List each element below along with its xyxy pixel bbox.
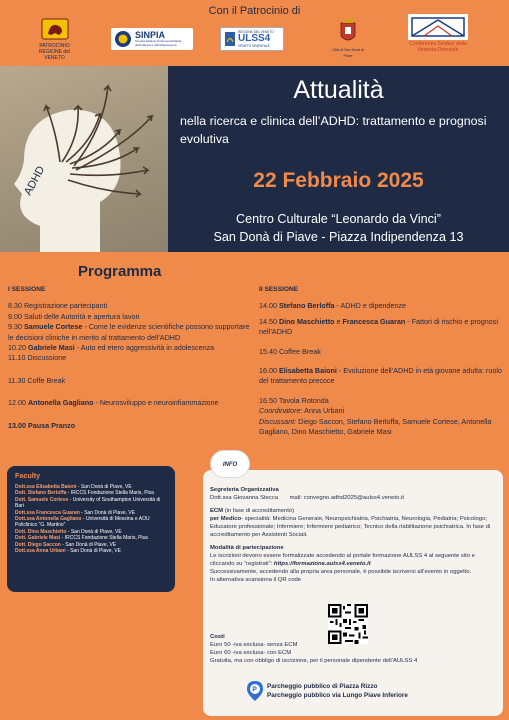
faculty-box [7,466,175,592]
faculty-member: Dott.ssa Antonella Gagliano - Università di Messina e AOU Policlinico “G. Martino” [15,516,150,529]
faculty-member: Dott. Stefano Berloffa - IRCCS Fondazione Stella Maris, Pisa [15,490,154,497]
head-silhouette-icon [0,66,168,252]
svg-text:P: P [252,686,257,694]
program-item: 15.40 Coffee Break [259,346,321,356]
veneto-caption: PATROCINIO REGIONE del VENETO [38,43,71,61]
adhd-image-label: ADHD [22,164,48,198]
venue-line-2: San Donà di Piave - Piazza Indipendenza 13 [213,230,464,244]
faculty-member: Dott. Dino Maschietto - San Donà di Piave, VE [15,528,122,535]
ecm-title: ECM [210,508,224,514]
ulss-region: REGIONE DEL VENETO [238,30,274,34]
info-box [203,470,503,716]
cost-item: Euro 50 -iva esclusa- senza ECM [210,642,298,648]
hero-title: Attualità [293,76,384,104]
info-badge: INFO [210,450,250,478]
san-dona-caption: Città di San Donà di Piave [332,48,364,58]
faculty-member: Dott. Diego Saccon - San Donà di Piave, VE [15,541,117,548]
speaker-name: Antonella Gagliano [27,398,94,408]
speaker-name: Dino Maschietto [278,316,335,326]
speaker-name: Francesca Guaran [342,316,406,326]
sindaci-caption: Conferenza Sindaci della Venezia Orientale [409,41,467,53]
costs-title: Costi [210,634,225,640]
hero-banner [0,66,509,252]
secretary-block [210,486,496,502]
registration-link[interactable]: https://formazione.aulss4.veneto.it [273,561,371,567]
program-title: Programma [78,263,162,280]
faculty-member: Dott. Samuele Cortese - University of Southampton Università di Bari [15,496,161,510]
faculty-title: Faculty [15,471,41,480]
speaker-name: Elisabetta Baioni [278,366,337,376]
sindaci-emblem-icon [410,16,466,38]
session-2-heading: II SESSIONE [259,286,299,293]
parking-1: Parcheggio pubblico di Piazza Rizzo [267,683,378,690]
participation-block: Modalità di partecipazione Le iscrizioni devono essere formalizzate accedendo al portale formazione AULSS 4 al seguente sito e cliccando su “registrati”: https://formazione.aulss4.veneto.it Successivamente, accedendo alla propria area personale, è possibile iscriversi all’evento in oggetto. In alternativa scansiona il QR code [210,544,496,584]
ecm-block: ECM (in fase di accreditamento) per Medico- specialità: Medicina Generale, Neuropsichiatria, Psichiatria, Neurologia, Pediatria; Psicologo; Educatore professionale; Infermiere; Infermiere pediatrico; Tecnico della riabilitazione psichiatrica. In fase di accreditamento per Assistenti Sociali. [210,508,491,538]
lion-crest-icon [40,18,70,42]
info-section [203,444,503,716]
session-2 [259,285,503,437]
event-date: 22 Febbraio 2025 [253,169,424,192]
speaker-name: Samuele Cortese [24,322,83,332]
qr-code-icon[interactable] [328,604,368,644]
program-item: 8.30 Registrazione partecipanti [8,301,108,311]
ulss-subtitle: VENETO ORIENTALE [238,44,270,48]
secretary-title: Segreteria Organizzativa [210,487,279,493]
parking-info [247,681,408,701]
participation-title: Modalità di partecipazione [210,545,284,551]
discussants: Discussant: Diego Saccon, Stefano Berloffa, Samuele Cortese, Antonella Gagliano, Dino Maschietto, Gabriele Masi [259,416,492,437]
program-item: 9.00 Saluti delle Autorità e apertura lavori [8,311,140,321]
secretary-mail[interactable]: mail: convegno.adhd2025@aulss4.veneto.it [289,495,404,501]
program-item: 16.50 Tavola Rotonda [259,395,329,405]
program-item: 10.20 Gabriele Masi - Auto ed etero aggressività in adolescenza [8,343,215,353]
program-item: 11.10 Discussione [8,353,67,363]
sinpia-logo [109,28,195,50]
secretary-contact: Dott.ssa Giovanna Stecca mail: convegno.adhd2025@aulss4.veneto.it [210,495,404,501]
san-dona-logo [330,18,366,59]
cost-item: Gratuita, ma con obbligo di iscrizione, per il personale dipendente dell’AULSS 4 [210,658,418,664]
ulss-name: ULSS4 [238,33,271,44]
venue-line-1: Centro Culturale “Leonardo da Vinci” [236,212,441,226]
coordinator: Coordinatore: Anna Urbani [259,406,345,416]
sinpia-subtitle: Società Italiana di Neuropsichiatria dell'Infanzia e dell'Adolescenza [135,39,182,47]
faculty-member: Dott.ssa Elisabetta Baioni - San Donà di Piave, VE [15,484,132,490]
city-crest-icon [338,18,358,46]
faculty-member: Dott.ssa Anna Urbani - San Donà di Piave, VE [15,548,121,555]
program-item [8,421,253,431]
regione-veneto-logo [32,18,77,61]
session-1-heading: I SESSIONE [8,286,46,293]
ulss4-logo [220,27,284,51]
program-item: 12.00 Antonella Gagliano - Neurosviluppo e neuroinfiammazione [8,398,219,408]
sinpia-title: SINPIA [135,30,166,41]
lunch-break: 13.00 Pausa Pranzo [8,420,76,430]
program-item: 14.00 Stefano Berloffa - ADHD e dipendenze [259,301,407,311]
hero-subtitle: nella ricerca e clinica dell’ADHD: trattamento e prognosi evolutiva [180,114,487,146]
program-item: 11.30 Coffe Break [8,375,66,385]
parking-pin-icon [247,681,263,701]
event-venue [168,210,509,246]
adhd-head-illustration [0,66,168,252]
session-1 [8,285,253,431]
ulss-crest-icon [224,31,236,47]
conferenza-sindaci-logo [402,14,474,53]
sinpia-emblem-icon [114,30,132,48]
speaker-name: Gabriele Masi [27,343,75,353]
patronage-label: Con il Patrocinio di [208,5,301,17]
faculty-member: Dott.ssa Francesca Guaran - San Donà di Piave, VE [15,509,136,516]
speaker-name: Stefano Berloffa [278,301,335,311]
parking-2: Parcheggio pubblico via Lungo Piave Inferiore [267,692,408,699]
faculty-member: Dott. Gabriele Masi - IRCCS Fondazione Stella Maris, Pisa [15,535,148,542]
program-item: 16.00 Elisabetta Baioni - Evoluzione dell’ADHD in età giovane adulta: ruolo del trattamento precoce [259,366,502,386]
program-item: 14.50 Dino Maschietto e Francesca Guaran - Fattori di rischio e prognosi nell’ADHD [259,316,498,337]
program-item: 9.30 Samuele Cortese - Come le evidenze scientifiche possono supportare le decisioni cliniche in merito al trattamento dell’ADHD [8,322,250,342]
cost-item: Euro 60 -iva esclusa- con ECM [210,650,292,656]
